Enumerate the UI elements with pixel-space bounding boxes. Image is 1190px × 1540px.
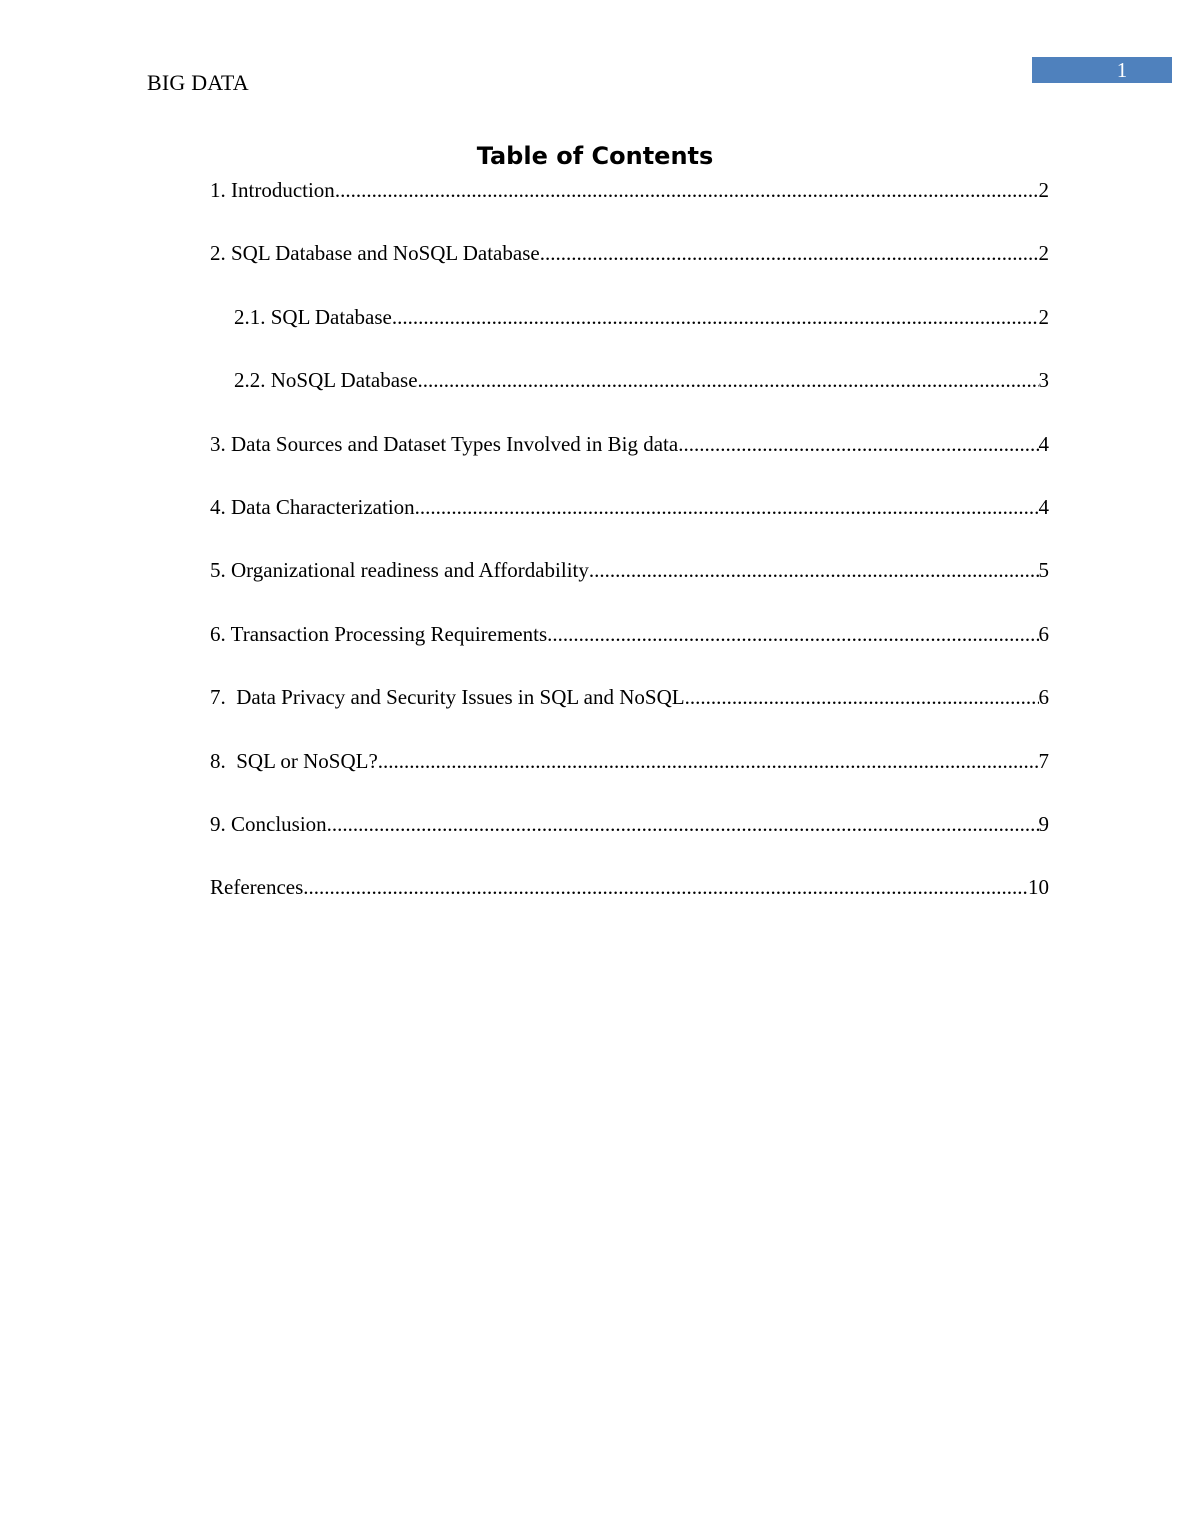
toc-entry-sql-or-nosql[interactable] xyxy=(210,747,1049,810)
toc-entry-page: 2 xyxy=(1038,178,1049,202)
toc-dot-leader xyxy=(547,620,1038,648)
toc-entry-sql-nosql-database[interactable] xyxy=(210,239,1049,302)
toc-entry-page: 2 xyxy=(1038,304,1049,329)
toc-dot-leader xyxy=(303,873,1028,901)
toc-entry-nosql-database[interactable] xyxy=(210,366,1049,429)
toc-entry-label: 6. Transaction Processing Requirements xyxy=(210,621,548,646)
toc-dot-leader xyxy=(418,366,1039,394)
toc-entry-page: 2 xyxy=(1038,241,1049,266)
toc-entry-data-characterization[interactable] xyxy=(210,493,1049,556)
toc-entry-label: References xyxy=(210,875,304,900)
toc-dot-leader xyxy=(678,430,1038,458)
toc-entry-page: 5 xyxy=(1038,558,1049,583)
toc-entry-page: 3 xyxy=(1038,368,1049,393)
toc-entry-organizational-readiness[interactable] xyxy=(210,556,1049,619)
toc-entry-label: 2.1. SQL Database xyxy=(234,304,392,329)
toc-entry-label: 7. Data Privacy and Security Issues in SQL and NoSQL xyxy=(210,685,685,710)
toc-entry-page: 6 xyxy=(1038,621,1049,646)
toc-dot-leader xyxy=(685,683,1039,711)
toc-entry-page: 7 xyxy=(1038,748,1049,773)
page-number: 1 xyxy=(1116,58,1128,82)
toc-entry-label: 2.2. NoSQL Database xyxy=(234,368,418,393)
page-number-badge xyxy=(1032,57,1172,83)
toc-entry-label: 5. Organizational readiness and Affordability xyxy=(210,558,589,583)
toc-entry-label: 2. SQL Database and NoSQL Database xyxy=(210,241,540,266)
toc-entry-data-privacy[interactable] xyxy=(210,683,1049,746)
toc-entry-label: 8. SQL or NoSQL? xyxy=(210,748,378,773)
toc-entry-label: 1. Introduction xyxy=(210,178,335,202)
toc-entry-label: 4. Data Characterization xyxy=(210,494,415,519)
toc-entry-page: 9 xyxy=(1038,811,1049,836)
toc-entry-page: 4 xyxy=(1038,431,1049,456)
toc-dot-leader xyxy=(378,747,1039,775)
toc-entry-transaction-processing[interactable] xyxy=(210,620,1049,683)
toc-entry-references[interactable] xyxy=(210,873,1049,936)
running-header-title: BIG DATA xyxy=(147,70,249,95)
toc-dot-leader xyxy=(327,810,1039,838)
toc-dot-leader xyxy=(415,493,1039,521)
toc-dot-leader xyxy=(589,556,1039,584)
toc-dot-leader xyxy=(392,303,1039,331)
toc-entry-label: 9. Conclusion xyxy=(210,811,327,836)
toc-dot-leader xyxy=(540,239,1039,267)
toc-entry-page: 10 xyxy=(1028,875,1049,900)
toc-entry-conclusion[interactable] xyxy=(210,810,1049,873)
toc-entry-page: 4 xyxy=(1038,494,1049,519)
toc-entry-data-sources[interactable] xyxy=(210,430,1049,493)
toc-heading: Table of Contents xyxy=(476,142,714,170)
toc-entry-label: 3. Data Sources and Dataset Types Involved in Big data xyxy=(210,431,679,456)
toc-entry-page: 6 xyxy=(1038,685,1049,710)
table-of-contents xyxy=(210,176,1049,937)
toc-entry-sql-database[interactable] xyxy=(210,303,1049,366)
toc-dot-leader xyxy=(335,176,1039,204)
toc-entry-introduction[interactable] xyxy=(210,176,1049,239)
